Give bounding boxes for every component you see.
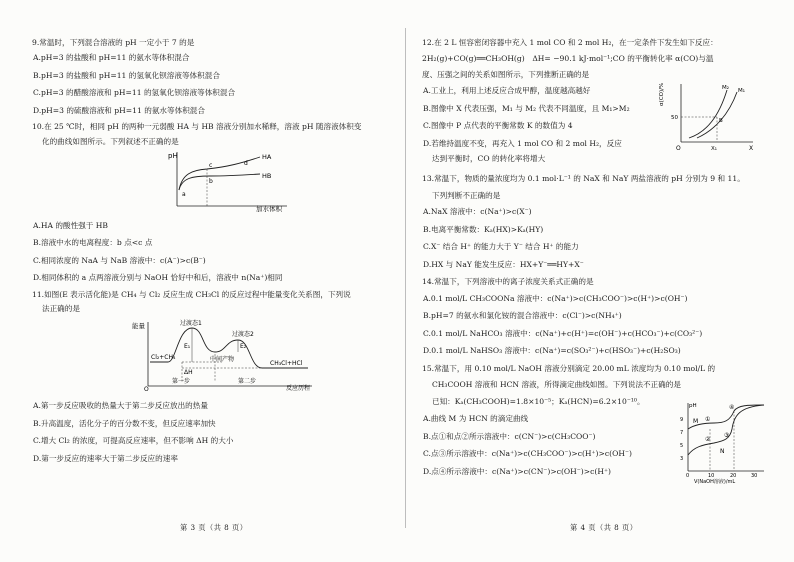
q15-x-tick-30: 30 (751, 472, 758, 479)
q9-option-a: A.pH=3 的盐酸和 pH=11 的氨水等体积混合 (33, 53, 190, 63)
q15-stem-line2: CH₃COOH 溶液和 HCN 溶液，所得滴定曲线如图。下列说法不正确的是 (432, 380, 681, 390)
q13-stem-line1: 13.常温下，物质的量浓度均为 0.1 mol·L⁻¹ 的 NaX 和 NaY 两盐溶液的 pH 分别为 9 和 11。 (422, 174, 745, 184)
q10-stem-line1: 10.在 25 ℃时，相同 pH 的两种一元弱酸 HA 与 HB 溶液分别加水稀释，溶液 pH 随溶液体积变 (32, 122, 362, 132)
q11-e2-label: E₂ (240, 342, 247, 350)
q12-option-c: C.图像中 P 点代表的平衡常数 K 的数值为 4 (423, 121, 573, 131)
q13-stem-line2: 下列判断不正确的是 (432, 190, 501, 200)
right-page-footer: 第 4 页（共 8 页） (570, 523, 638, 532)
q11-dh-label: ΔH (184, 368, 193, 376)
q15-y-tick-3: 3 (680, 455, 684, 462)
q14-option-b: B.pH=7 的氨水和氯化铵的混合溶液中：c(Cl⁻)>c(NH₄⁺) (423, 311, 622, 321)
q12-option-a: A.工业上，利用上述反应合成甲醇，温度越高越好 (423, 86, 591, 96)
right-column (422, 38, 774, 485)
q9-option-c: C.pH=3 的醋酸溶液和 pH=11 的氢氧化钡溶液等体积混合 (33, 88, 236, 98)
q12-y-label: α(CO)/% (659, 83, 665, 107)
q10-option-d: D.相同体积的 a 点两溶液分别与 NaOH 恰好中和后，溶液中 n(Na⁺)相同 (33, 273, 283, 283)
q15-label-n: N (720, 447, 725, 455)
q12-label-m1: M₁ (738, 88, 745, 95)
q11-stem-line2: 法正确的是 (42, 304, 80, 314)
q15-point-4: ④ (729, 403, 735, 411)
q15-y-tick-5: 5 (680, 442, 684, 449)
q10-x-label: 加水体积 (256, 205, 282, 214)
q13-option-d: D.HX 与 NaY 能发生反应：HX+Y⁻══HY+X⁻ (423, 259, 584, 269)
q12-x-label: X (749, 145, 754, 153)
q15-curve-n (688, 402, 764, 455)
q15-label-m: M (693, 417, 699, 425)
q15-x-tick-0: 0 (686, 472, 690, 479)
q11-reactants-label: Cl₂+CH₄ (151, 353, 176, 361)
q12-option-d: D.若维持温度不变，再充入 1 mol CO 和 2 mol H₂，反应 (423, 138, 622, 148)
q10-option-a: A.HA 的酸性强于 HB (33, 220, 109, 230)
q10-label-ha: HA (262, 153, 272, 162)
q11-x-label: 反应历程 (286, 384, 311, 392)
q15-x-tick-10: 10 (708, 472, 715, 479)
q15-option-c: C.点③所示溶液中：c(Na⁺)>c(CH₃COO⁻)>c(H⁺)>c(OH⁻) (423, 449, 632, 459)
q10-option-c: C.相同浓度的 NaA 与 NaB 溶液中：c(A⁻)>c(B⁻) (33, 255, 206, 265)
q15-point-3: ③ (724, 431, 730, 439)
q11-intermediate-label: 中间产物 (210, 355, 235, 363)
q15-option-b: B.点①和点②所示溶液中：c(CN⁻)>c(CH₃COO⁻) (423, 431, 596, 441)
q11-step2-label: 第二步 (238, 377, 257, 385)
q14-option-c: C.0.1 mol/L NaHCO₃ 溶液中：c(Na⁺)+c(H⁺)=c(OH⁻)+c(HCO₃⁻)+c(CO₃²⁻) (423, 328, 703, 338)
q12-stem-line2: 2H₂(g)+CO(g)══CH₃OH(g) ΔH= −90.1 kJ·mol⁻¹;CO 的平衡转化率 α(CO)与温 (422, 54, 714, 64)
left-column (32, 38, 392, 471)
q10-label-hb: HB (262, 172, 272, 181)
q15-option-d: D.点④所示溶液中：c(Na⁺)>c(CN⁻)>c(OH⁻)>c(H⁺) (423, 466, 611, 476)
q10-option-b: B.溶液中水的电离程度：b 点<c 点 (33, 238, 153, 248)
q12-option-b: B.图像中 X 代表压强，M₁ 与 M₂ 代表不同温度，且 M₁>M₂ (423, 103, 630, 113)
q13-option-b: B.电离平衡常数：Kₐ(HX)>Kₐ(HY) (423, 224, 544, 234)
q10-point-a: a (182, 191, 186, 199)
q11-option-b: B.升高温度，活化分子的百分数不变，但反应速率加快 (33, 418, 216, 428)
q15-x-label: V(NaOH溶液)/mL (694, 478, 736, 485)
q13-option-c: C.X⁻ 结合 H⁺ 的能力大于 Y⁻ 结合 H⁺ 的能力 (423, 242, 579, 252)
q12-option-d-cont: 达到平衡时，CO 的转化率将增大 (432, 154, 546, 164)
q10-stem-line2: 化的曲线如图所示。下列叙述不正确的是 (42, 136, 179, 146)
q12-label-m2: M₂ (722, 85, 729, 92)
q12-point-b: B (719, 118, 723, 125)
q10-point-d: d (244, 160, 248, 168)
q9-option-b: B.pH=3 的盐酸和 pH=11 的氢氧化钡溶液等体积混合 (33, 70, 220, 80)
q9-stem: 9.常温时，下列混合溶液的 pH 一定小于 7 的是 (32, 38, 195, 47)
q12-origin: O (676, 145, 681, 153)
q11-stem-line1: 11.如图(E 表示活化能)是 CH₄ 与 Cl₂ 反应生成 CH₃Cl 的反应过程中能量变化关系图，下列说 (32, 289, 351, 299)
q14-option-d: D.0.1 mol/L NaHSO₃ 溶液中：c(Na⁺)=c(SO₃²⁻)+c(HSO₃⁻)+c(H₂SO₃) (423, 346, 681, 356)
q11-ts1-label: 过渡态1 (180, 319, 202, 327)
q15-point-2: ② (705, 435, 711, 443)
q11-option-a: A.第一步反应吸收的热量大于第二步反应放出的热量 (33, 401, 208, 411)
q10-curve-hb (179, 174, 260, 190)
q12-y-tick-50: 50 (671, 115, 678, 122)
q11-origin: O (144, 385, 149, 393)
q12-conversion-graph (659, 80, 763, 153)
q10-point-c: c (209, 162, 213, 170)
q11-ts2-label: 过渡态2 (232, 330, 254, 338)
q11-products-label: CH₃Cl+HCl (270, 359, 303, 367)
q15-option-a: A.曲线 M 为 HCN 的滴定曲线 (423, 414, 529, 424)
q15-curve-m (688, 402, 764, 429)
q14-option-a: A.0.1 mol/L CH₃COONa 溶液中：c(Na⁺)>c(CH₃COO⁻)>c(H⁺)>c(OH⁻) (423, 293, 688, 303)
q11-energy-profile-graph (32, 314, 392, 392)
q15-stem-line1: 15.常温下，用 0.10 mol/L NaOH 溶液分别滴定 20.00 mL 浓度均为 0.10 mol/L 的 (422, 363, 716, 373)
q15-y-tick-7: 7 (680, 429, 684, 436)
q15-x-tick-20: 20 (730, 472, 737, 479)
q11-option-c: C.增大 Cl₂ 的浓度，可提高反应速率，但不影响 ΔH 的大小 (33, 436, 234, 446)
q12-curve-m2 (689, 90, 727, 138)
q10-y-label: pH (168, 152, 178, 161)
q14-stem: 14.常温下，下列溶液中的离子浓度关系式正确的是 (422, 277, 594, 287)
q9-option-d: D.pH=3 的硫酸溶液和 pH=11 的氨水等体积混合 (33, 105, 205, 115)
q11-option-d: D.第一步反应的速率大于第二步反应的速率 (33, 453, 178, 463)
q13-option-a: A.NaX 溶液中：c(Na⁺)>c(X⁻) (423, 207, 532, 217)
q15-known-values: 已知：Kₐ(CH₃COOH)=1.8×10⁻⁵；Kₐ(HCN)=6.2×10⁻¹⁰。 (432, 396, 645, 406)
q15-point-1: ① (705, 415, 711, 423)
q12-stem-line3: 度、压强之间的关系如图所示，下列推断正确的是 (422, 69, 590, 79)
q15-y-tick-9: 9 (680, 416, 684, 423)
q15-titration-graph (674, 399, 770, 483)
q10-point-b: b (209, 178, 213, 186)
q10-curve-ha (179, 157, 260, 190)
q15-y-label: pH (689, 402, 697, 409)
q12-x-tick: X₁ (711, 146, 717, 153)
column-divider (405, 28, 406, 528)
q10-ph-dilution-graph (32, 148, 392, 212)
q11-e1-label: E₁ (184, 342, 191, 350)
q12-stem-line1: 12.在 2 L 恒容密闭容器中充入 1 mol CO 和 2 mol H₂，在一定条件下发生如下反应： (422, 38, 718, 47)
left-page-footer: 第 3 页（共 8 页） (180, 523, 248, 532)
q11-y-label: 能量 (132, 321, 145, 330)
q11-step1-label: 第一步 (172, 377, 191, 385)
